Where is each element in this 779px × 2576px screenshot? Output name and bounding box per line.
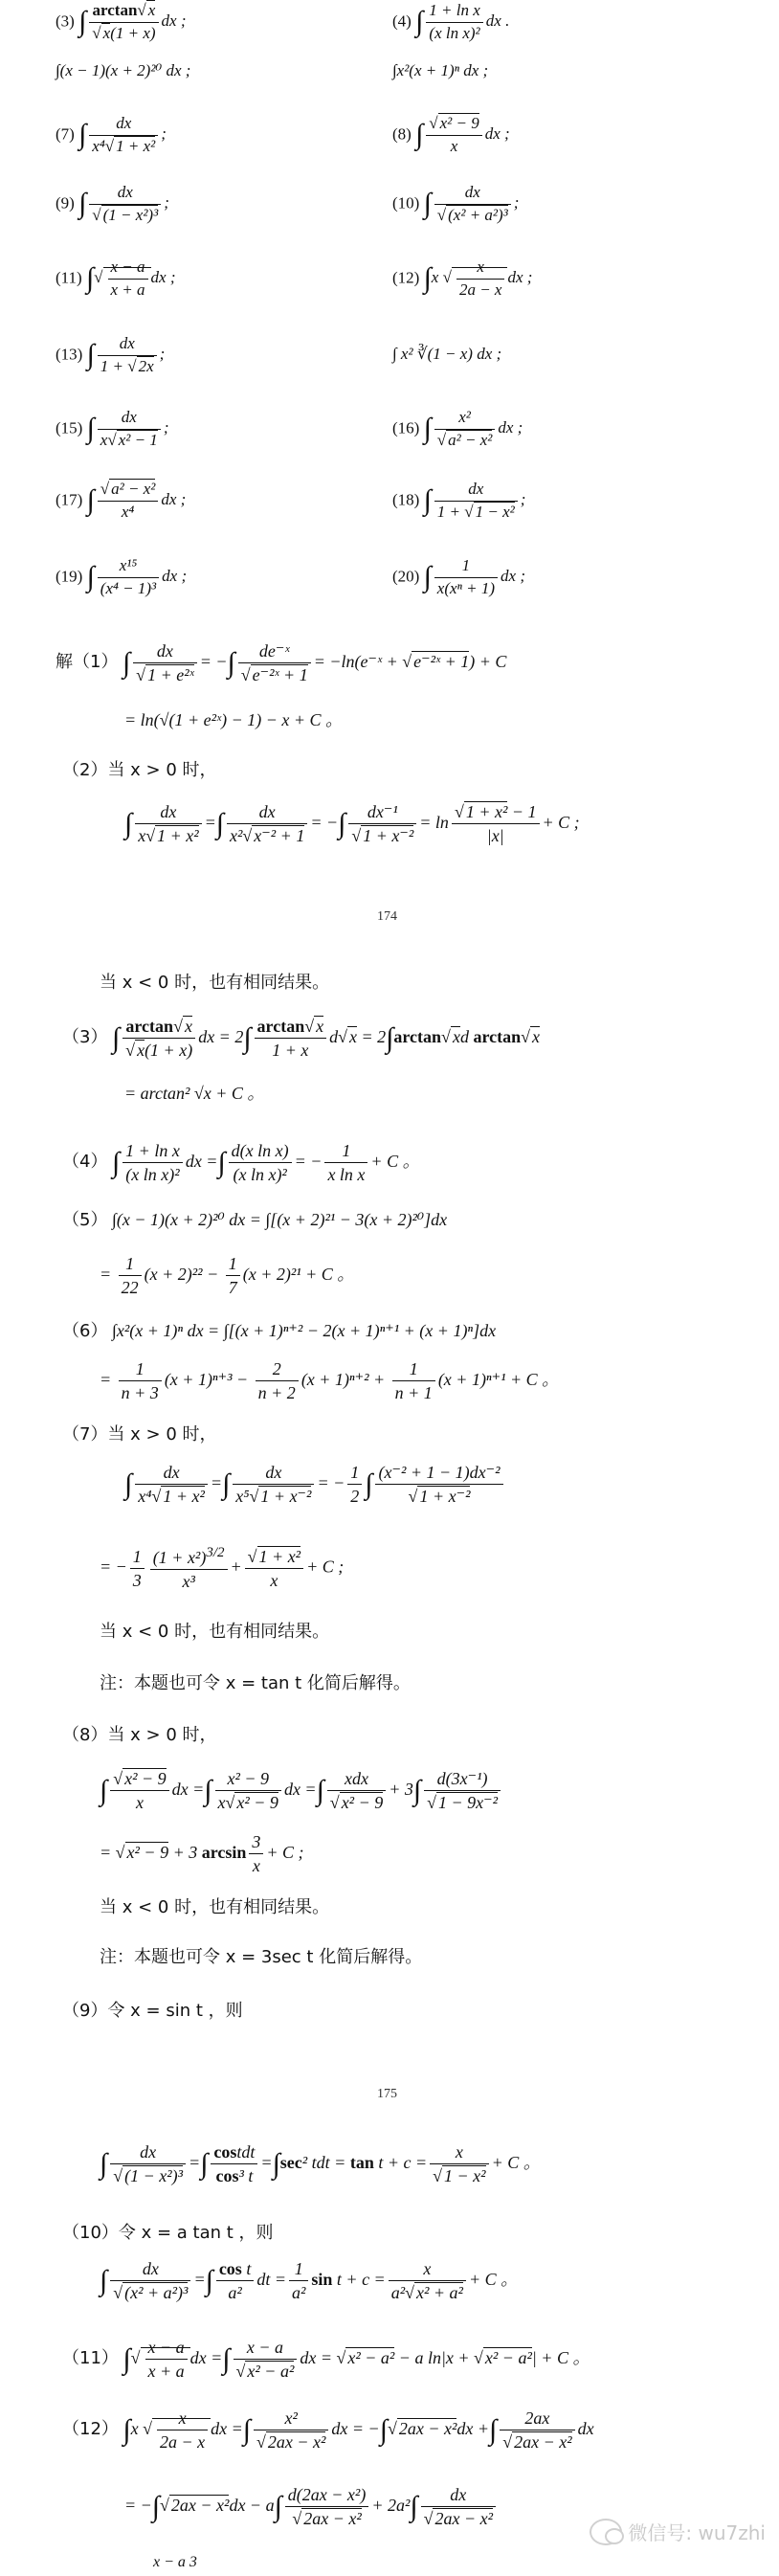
solution-12-line-2: = −∫√ 2ax − x²dx − a∫ $\frac{\text{d(2ax − x²)}}{\text{√ 2ax − x²}}$ + 2a²∫ $\frac{dx}{\text{√ 2ax − x²}}$ — [124, 2483, 499, 2531]
problem-5: ∫(x − 1)(x + 2)²⁰ dx ; — [56, 61, 191, 79]
solution-2-line-1: ∫ $\frac{dx}{\text{x√ 1 + x²}}$ =∫ $\frac{dx}{\text{x²√ x⁻² + 1}}$ = −∫ $\frac{\text{dx⁻¹}}{\text{√ 1 + x⁻²}}$ = ln $\frac{\text{√ 1 + x² − 1}}{|x|}$ + C ; — [124, 800, 580, 848]
solution-7-note: 注：本题也可令 x = tan t 化简后解得。 — [100, 1673, 411, 1693]
solution-2-line-2: 当 x < 0 时，也有相同结果。 — [100, 973, 330, 993]
problem-4: (4) ∫ $\frac{\text{1 + ln x}}{\text{(x ln x)²}}$ dx . — [392, 0, 509, 45]
solution-8-note: 注：本题也可令 x = 3sec t 化简后解得。 — [100, 1947, 423, 1967]
problem-10: (10) ∫ $\frac{dx}{\text{√ (x² + a²)³}}$ ; — [392, 182, 519, 227]
solution-3-line-1: （3） ∫ $\frac{\arctan√ x}{√ x(1 + x)}$ dx = 2∫ $\frac{\arctan√ x}{1 + x}$ d√ x = 2∫arctan√ xd arctan√ x — [62, 1015, 540, 1063]
solution-7-line-1: ∫ $\frac{dx}{\text{x⁴√ 1 + x²}}$ =∫ $\frac{dx}{\text{x⁵√ 1 + x⁻²}}$ = − $\frac{1}{2}$ ∫ $\frac{\text{(x⁻² + 1 − 1)dx⁻²}}{\text{√ 1 + x⁻²}}$ — [124, 1461, 506, 1509]
problem-17: (17) ∫ $\frac{\text{√ a² − x²}}{\text{x⁴}}$ dx ; — [56, 479, 186, 524]
problem-19: (19) ∫ $\frac{\text{x¹⁵}}{\text{(x⁴ − 1)³}}$ dx ; — [56, 555, 187, 600]
problem-15: (15) ∫ $\frac{dx}{\text{x√ x² − 1}}$ ; — [56, 407, 168, 452]
problem-8: (8) ∫ $\frac{\text{√ x² − 9}}{x}$ dx ; — [392, 113, 510, 158]
solution-12-line-3-partial: x − a 3 — [153, 2554, 197, 2570]
page-number-174: 174 — [377, 909, 397, 924]
solution-1-line-1: 解（1） ∫ $\frac{dx}{\text{√ 1 + e²ˣ}}$ = −∫ $\frac{\text{de⁻ˣ}}{\text{√ e⁻²ˣ + 1}}$ = −ln(e⁻ˣ + √ e⁻²ˣ + 1) + C — [56, 639, 506, 687]
solution-10-label: （10）令 x = a tan t ，则 — [62, 2223, 274, 2243]
solution-5-line-2: = $\frac{1}{22}$ (x + 2)²² − $\frac{1}{7}$ (x + 2)²¹ + C 。 — [100, 1252, 354, 1300]
solution-10-line-1: ∫ $\frac{dx}{\text{√ (x² + a²)³}}$ =∫ $\frac{\text{cos t}}{\text{a²}}$ dt = $\frac{1}{\text{a²}}$ sin t + c = $\frac{x}{\text{a²√ x² + a²}}$ + C 。 — [100, 2257, 518, 2305]
problem-11: (11) ∫√ $\frac{x - a}{x + a}$ dx ; — [56, 257, 176, 302]
solution-7-label: （7）当 x > 0 时， — [62, 1424, 217, 1445]
solution-12-line-1: （12） ∫x √ $\frac{x}{2a - x}$ dx =∫ $\frac{\text{x²}}{\text{√ 2ax − x²}}$ dx = −∫√ 2ax − x²dx +∫ $\frac{2ax}{\text{√ 2ax − x²}}$ dx — [62, 2407, 594, 2454]
solution-7-line-2: = − $\frac{1}{3}$ $\frac{(1 + x^2)^{3/2}}{\text{x³}}$ + $\frac{\text{√ 1 + x²}}{x}$ + C ; — [100, 1543, 344, 1594]
solution-9-line-1: ∫ $\frac{dx}{\text{√ (1 − x²)³}}$ =∫ $\frac{\text{costdt}}{\text{cos³ t}}$ =∫sec² tdt = tan t + c = $\frac{x}{\text{√ 1 − x²}}$ + C 。 — [100, 2140, 541, 2188]
problem-14: ∫ x² ∛(1 − x) dx ; — [392, 345, 502, 363]
solution-1-line-2: = ln(√(1 + e²ˣ) − 1) − x + C 。 — [124, 710, 344, 729]
problem-9: (9) ∫ $\frac{dx}{\text{√ (1 − x²)³}}$ ; — [56, 182, 169, 227]
watermark — [590, 2518, 766, 2545]
watermark-text: 微信号: wu7zhi — [628, 2521, 766, 2544]
solution-9-label: （9）令 x = sin t ，则 — [62, 2001, 243, 2021]
solution-8-label: （8）当 x > 0 时， — [62, 1725, 217, 1745]
problem-3: (3) ∫ $\frac{\arctan√ x}{√ x(1 + x)}$ dx ; — [56, 0, 187, 45]
problem-20: (20) ∫ $\frac{1}{\text{x(xⁿ + 1)}}$ dx ; — [392, 555, 525, 600]
problem-12: (12) ∫x √ $\frac{x}{2a - x}$ dx ; — [392, 257, 532, 302]
solution-8-line-3: 当 x < 0 时，也有相同结果。 — [100, 1897, 330, 1917]
page-number-175: 175 — [377, 2087, 397, 2101]
solution-3-line-2: = arctan² √x + C 。 — [124, 1084, 265, 1103]
problem-16: (16) ∫ $\frac{\text{x²}}{\text{√ a² − x²}}$ dx ; — [392, 407, 523, 452]
solution-7-line-3: 当 x < 0 时，也有相同结果。 — [100, 1622, 330, 1642]
problem-18: (18) ∫ $\frac{dx}{\text{1 + √ 1 − x²}}$ ; — [392, 479, 525, 524]
wechat-icon — [590, 2519, 622, 2545]
solution-11: （11） ∫√ $\frac{x - a}{x + a}$ dx =∫ $\frac{x - a}{\text{√ x² − a²}}$ dx = √ x² − a² − a ln|x + √ x² − a²| + C 。 — [62, 2336, 590, 2384]
problem-6: ∫x²(x + 1)ⁿ dx ; — [392, 61, 489, 79]
solution-8-line-1: ∫ $\frac{\text{√ x² − 9}}{x}$ dx =∫ $\frac{\text{x² − 9}}{\text{x√ x² − 9}}$ dx =∫ $\frac{\text{xdx}}{\text{√ x² − 9}}$ + 3∫ $\frac{\text{d(3x⁻¹)}}{\text{√ 1 − 9x⁻²}}$ — [100, 1767, 503, 1815]
problem-13: (13) ∫ $\frac{dx}{1 + √ 2x}$ ; — [56, 333, 165, 378]
solution-5-line-1: （5） ∫(x − 1)(x + 2)²⁰ dx = ∫[(x + 2)²¹ − 3(x + 2)²⁰]dx — [62, 1210, 448, 1230]
solution-6-line-2: = $\frac{1}{n + 3}$ (x + 1)ⁿ⁺³ − $\frac{2}{n + 2}$ (x + 1)ⁿ⁺² + $\frac{1}{n + 1}$ (x + 1)ⁿ⁺¹ + C 。 — [100, 1357, 559, 1405]
solution-4: （4） ∫ $\frac{\text{1 + ln x}}{\text{(x ln x)²}}$ dx =∫ $\frac{\text{d(x ln x)}}{\text{(x ln x)²}}$ = − $\frac{1}{\text{x ln x}}$ + C 。 — [62, 1139, 420, 1187]
solution-2-label: （2）当 x > 0 时， — [62, 760, 217, 780]
solution-6-line-1: （6） ∫x²(x + 1)ⁿ dx = ∫[(x + 1)ⁿ⁺² − 2(x + 1)ⁿ⁺¹ + (x + 1)ⁿ]dx — [62, 1321, 497, 1341]
problem-7: (7) ∫ $\frac{dx}{\text{x⁴√ 1 + x²}}$ ; — [56, 113, 167, 158]
solution-8-line-2: = √ x² − 9 + 3 arcsin $\frac{3}{x}$ + C ; — [100, 1830, 304, 1878]
